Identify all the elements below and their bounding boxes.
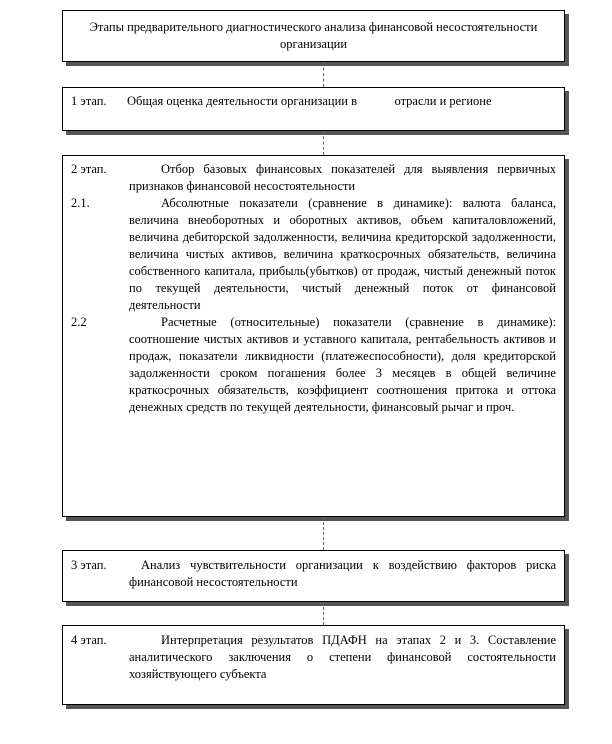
connector-line xyxy=(323,62,324,87)
item-2-1-number: 2.1. xyxy=(71,196,90,210)
stage-2-item-2-2 xyxy=(71,314,556,416)
stage-2-number: 2 этап. xyxy=(71,162,107,176)
stage-4-text: Интерпретация результатов ПДАФН на этапах 2 и 3. Составление аналитического заключения о степени финансовой состоятельности хозяйствующего субъекта xyxy=(129,633,556,681)
stage-3-number: 3 этап. xyxy=(71,558,107,572)
stage-4-row xyxy=(71,632,556,683)
diagram-title: Этапы предварительного диагностического анализа финансовой несостоятельности организации xyxy=(89,20,538,51)
stage-2-item-2-1 xyxy=(71,195,556,314)
item-2-2-number: 2.2 xyxy=(71,315,87,329)
stage-4-box xyxy=(62,625,565,705)
stage-3-box xyxy=(62,550,565,602)
stage-1-box xyxy=(62,87,565,131)
stage-3-text: Анализ чувствительности организации к воздействию факторов риска финансовой несостоятельности xyxy=(129,558,556,589)
stage-1-text: Общая оценка деятельности организации в отрасли и регионе xyxy=(127,94,492,108)
stage-1-number: 1 этап. xyxy=(71,94,107,108)
stage-4-number: 4 этап. xyxy=(71,633,107,647)
connector-line xyxy=(323,602,324,625)
stage-2-row xyxy=(71,161,556,195)
connector-line xyxy=(323,517,324,550)
stage-3-row xyxy=(71,557,556,591)
item-2-2-text: Расчетные (относительные) показатели (сравнение в динамике): соотношение чистых активов и уставного капитала, рентабельность активов и продаж, показатели ликвидности (платежеспособности), доля кредиторской задолженности сроком погашения более 3 месяцев в общей величине краткосрочных обязательств, коэффициент соотношения притока и оттока денежных средств по текущей деятельности, финансовый рычаг и проч. xyxy=(129,315,556,414)
diagram-title-box xyxy=(62,10,565,62)
stage-2-text: Отбор базовых финансовых показателей для выявления первичных признаков финансовой несостоятельности xyxy=(129,162,556,193)
connector-line xyxy=(323,131,324,155)
stage-2-box xyxy=(62,155,565,517)
stage-1-row xyxy=(71,93,556,110)
item-2-1-text: Абсолютные показатели (сравнение в динамике): валюта баланса, величина внеоборотных и оборотных активов, объем капиталовложений, величина дебиторской задолженности, величина кредиторской задолженности, величина чистых активов, величина краткосрочных обязательств, величина собственного капитала, прибыль(убытков) от продаж, чистый денежный поток по текущей деятельности, чистый денежный поток от финансовой деятельности xyxy=(129,196,556,312)
